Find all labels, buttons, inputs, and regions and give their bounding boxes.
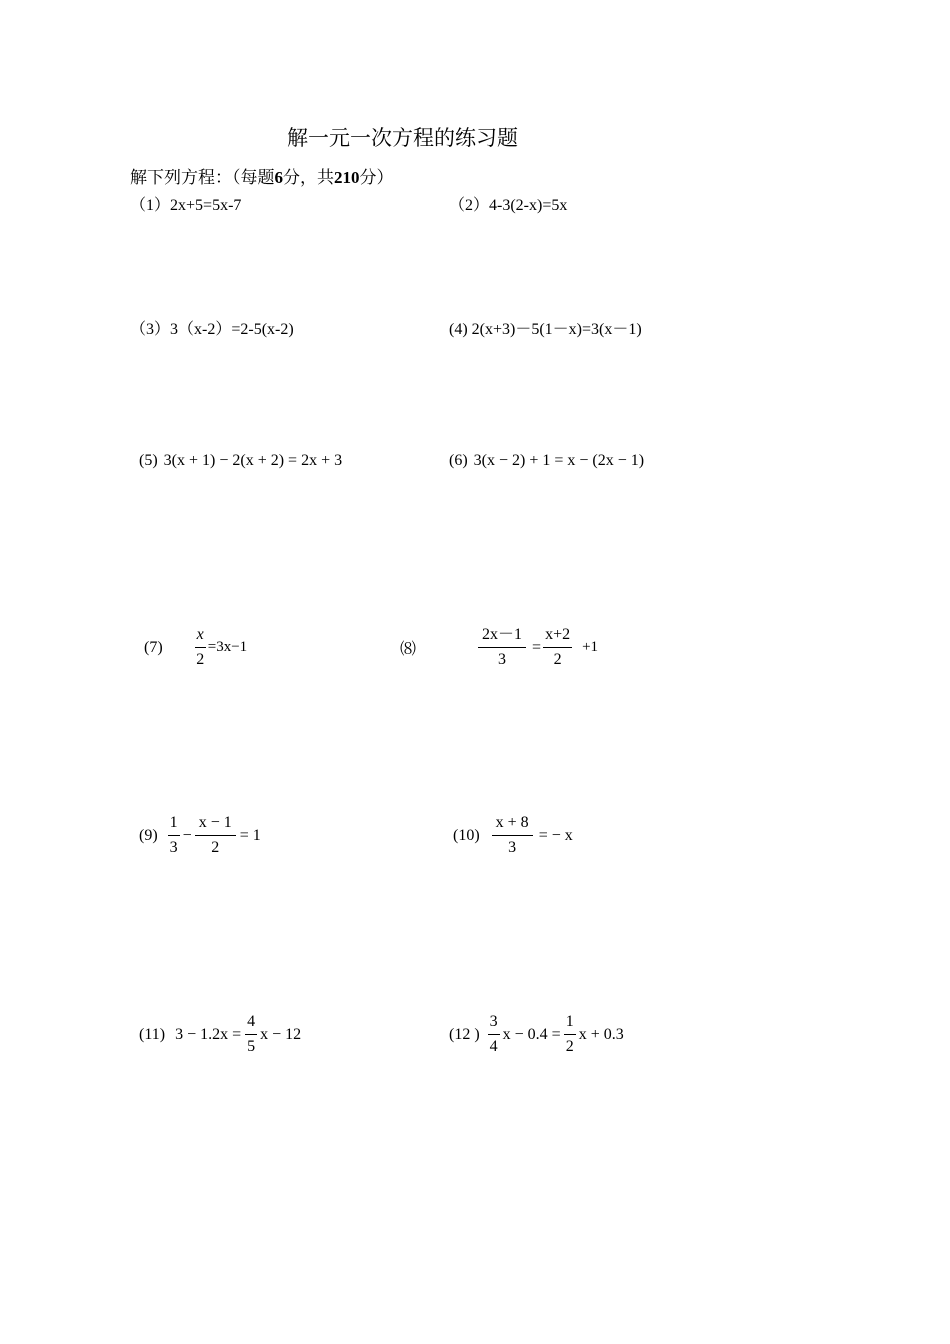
problem-1	[130, 192, 241, 215]
problem-11-denominator: 5	[247, 1038, 256, 1055]
problem-8	[400, 625, 598, 670]
problem-9-numerator-2: x − 1	[195, 813, 236, 836]
problem-1-equation: 2x+5=5x-7	[170, 197, 242, 214]
problem-9-minus: −	[182, 826, 192, 844]
problem-2	[449, 192, 567, 215]
problem-9-label: (9)	[139, 826, 158, 844]
problem-12	[449, 1012, 624, 1057]
intro-total-score: 210	[334, 168, 360, 187]
problem-8-fraction-2	[543, 625, 572, 670]
problem-6	[449, 452, 644, 470]
problem-6-equation: 3(x − 2) + 1 = x − (2x − 1)	[473, 452, 645, 469]
problem-5-label: (5)	[139, 452, 158, 469]
problem-8-numerator-2: x+2	[543, 625, 572, 648]
problem-9	[139, 813, 261, 858]
problem-11-lhs: 3 − 1.2x =	[175, 1025, 242, 1043]
problem-3-label: （3）	[130, 321, 171, 338]
problem-12-denominator-2: 2	[565, 1038, 574, 1055]
instructions	[130, 163, 394, 188]
problem-10-label: (10)	[453, 826, 480, 844]
problem-10-denominator: 3	[508, 839, 517, 856]
problem-12-fraction-1	[488, 1012, 500, 1057]
problem-12-denominator-1: 4	[489, 1038, 498, 1055]
problem-8-numerator-1: 2x－1	[478, 625, 526, 648]
problem-2-label: （2）	[449, 197, 490, 214]
problem-9-denominator-2: 2	[211, 839, 220, 856]
problem-9-rest: = 1	[239, 826, 261, 844]
intro-per-score: 6	[274, 168, 283, 187]
problem-11	[139, 1012, 301, 1057]
problem-3-equation: 3（x-2）=2-5(x-2)	[170, 321, 294, 338]
problem-7-label: (7)	[144, 638, 163, 656]
problem-1-label: （1）	[130, 197, 171, 214]
problem-11-numerator: 4	[245, 1012, 257, 1035]
problem-12-numerator-2: 1	[564, 1012, 576, 1035]
problem-7-numerator: x	[195, 625, 206, 648]
problem-8-equals: =	[532, 638, 542, 656]
problem-10	[453, 813, 573, 858]
problem-9-fraction-1	[168, 813, 180, 858]
problem-8-label: ⑻	[400, 641, 417, 658]
problem-12-middle: x − 0.4 =	[502, 1025, 561, 1043]
problem-7	[144, 625, 247, 670]
problem-9-fraction-2	[195, 813, 236, 858]
problem-5-equation: 3(x + 1) − 2(x + 2) = 2x + 3	[163, 452, 343, 469]
problem-8-rest: +1	[582, 639, 599, 655]
problem-12-fraction-2	[564, 1012, 576, 1057]
problem-12-label: (12 )	[449, 1025, 480, 1043]
problem-9-denominator-1: 3	[169, 839, 178, 856]
problem-2-equation: 4-3(2-x)=5x	[489, 197, 568, 214]
problem-11-rest: x − 12	[260, 1025, 302, 1043]
problem-11-fraction	[245, 1012, 257, 1057]
problem-4	[449, 316, 642, 339]
problem-7-denominator: 2	[196, 651, 205, 668]
problem-12-numerator-1: 3	[488, 1012, 500, 1035]
intro-suffix: 分）	[359, 168, 394, 187]
problem-8-fraction-1	[478, 625, 526, 670]
problem-10-fraction	[492, 813, 533, 858]
problem-10-rest: = − x	[538, 826, 573, 844]
problem-8-denominator-1: 3	[498, 651, 507, 668]
problem-10-numerator: x + 8	[492, 813, 533, 836]
problem-9-numerator-1: 1	[168, 813, 180, 836]
problem-4-label: (4)	[449, 321, 468, 338]
problem-7-fraction	[195, 625, 206, 670]
problem-6-label: (6)	[449, 452, 468, 469]
intro-prefix: 解下列方程：（每题	[130, 168, 275, 187]
problem-3	[130, 316, 294, 339]
problem-7-rest: =3x−1	[207, 639, 248, 655]
intro-mid: 分，共	[283, 168, 334, 187]
problem-5	[139, 452, 342, 470]
problem-8-denominator-2: 2	[553, 651, 562, 668]
problem-12-rest: x + 0.3	[578, 1025, 624, 1043]
page-title: 解一元一次方程的练习题	[287, 126, 518, 150]
problem-11-label: (11)	[139, 1025, 166, 1043]
problem-4-equation: 2(x+3)－5(1－x)=3(x－1)	[471, 321, 642, 338]
